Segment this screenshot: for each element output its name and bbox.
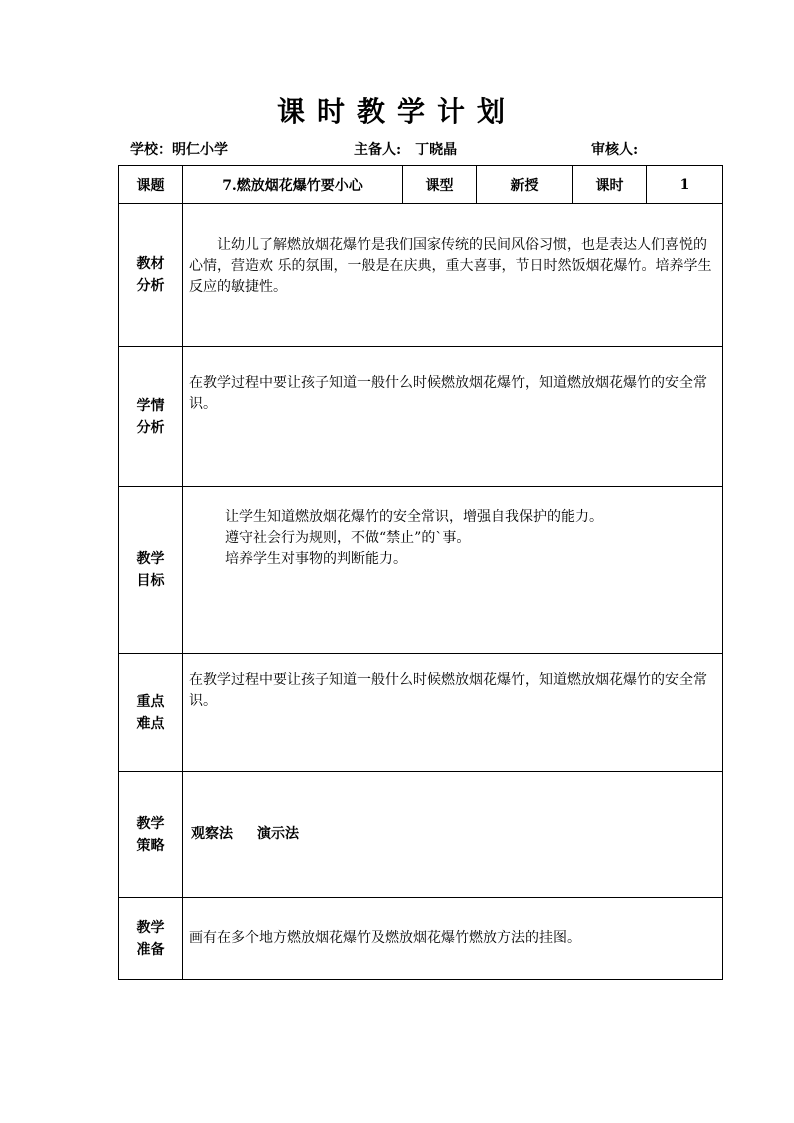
key-points-label: 重点 难点 [119, 654, 183, 772]
school-info [130, 140, 228, 160]
class-hours-label: 课时 [573, 166, 647, 204]
topic-value: 7.燃放烟花爆竹要小心 [183, 166, 403, 204]
key-points-content [183, 654, 723, 772]
teaching-strategy-content [183, 772, 723, 898]
school-name: 明仁小学 [172, 142, 228, 158]
goal-item: 让学生知道燃放烟花爆竹的安全常识，增强自我保护的能力。 [225, 509, 603, 525]
goal-item: 遵守社会行为规则，不做“禁止”的`事。 [225, 530, 471, 546]
material-analysis-label: 教材 分析 [119, 204, 183, 347]
strategy-method: 演示法 [257, 826, 299, 842]
goal-item: 培养学生对事物的判断能力。 [225, 551, 407, 567]
preparer-label: 主备人: [354, 142, 402, 158]
teaching-preparation-row [119, 898, 723, 980]
lesson-type-label: 课型 [403, 166, 477, 204]
teaching-preparation-label: 教学 准备 [119, 898, 183, 980]
page-title: 课时教学计划 [276, 95, 517, 128]
lesson-plan-table [118, 165, 723, 980]
student-analysis-row [119, 347, 723, 487]
key-points-row [119, 654, 723, 772]
class-hours-value: 1 [647, 166, 723, 204]
topic-label: 课题 [119, 166, 183, 204]
teaching-preparation-text: 画有在多个地方燃放烟花爆竹及燃放烟花爆竹燃放方法的挂图。 [189, 930, 581, 946]
material-analysis-content [183, 204, 723, 347]
reviewer-info [591, 140, 652, 160]
reviewer-label: 审核人: [591, 142, 639, 158]
strategy-methods [189, 824, 716, 845]
school-label: 学校： [130, 142, 172, 158]
preparer-info [354, 140, 457, 160]
key-points-text: 在教学过程中要让孩子知道一般什么时候燃放烟花爆竹，知道燃放烟花爆竹的安全常识。 [189, 672, 707, 709]
lesson-type-value: 新授 [477, 166, 573, 204]
teaching-goals-content [183, 487, 723, 654]
material-analysis-row [119, 204, 723, 347]
teaching-goals-label: 教学 目标 [119, 487, 183, 654]
strategy-method: 观察法 [191, 826, 233, 842]
teaching-strategy-row [119, 772, 723, 898]
student-analysis-content [183, 347, 723, 487]
header-row [119, 166, 723, 204]
teaching-preparation-content [183, 898, 723, 980]
preparer-name: 丁晓晶 [415, 142, 458, 158]
student-analysis-text: 在教学过程中要让孩子知道一般什么时候燃放烟花爆竹，知道燃放烟花爆竹的安全常识。 [189, 375, 707, 412]
teaching-goals-row [119, 487, 723, 654]
material-analysis-text: 让幼儿了解燃放烟花爆竹是我们国家传统的民间风俗习惯，也是表达人们喜悦的心情，营造欢 乐的氛围，一般是在庆典，重大喜事，节日时然饭烟花爆竹。培养学生反应的敏捷性。 [189, 236, 712, 295]
teaching-strategy-label: 教学 策略 [119, 772, 183, 898]
student-analysis-label: 学情 分析 [119, 347, 183, 487]
